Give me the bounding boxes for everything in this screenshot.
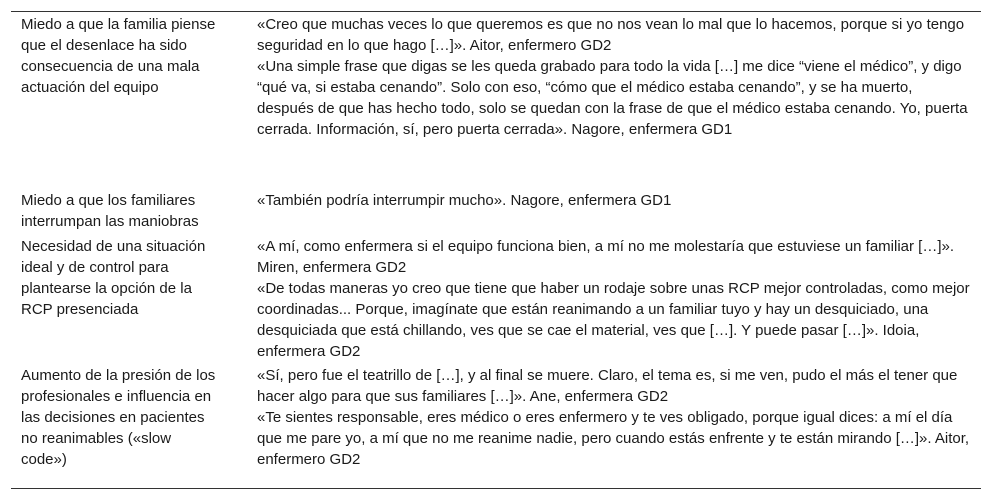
category-label: Miedo a que los familiares interrumpan las maniobras xyxy=(21,192,199,230)
category-label: Miedo a que la familia piense que el desenlace ha sido consecuencia de una mala actuación del equipo xyxy=(21,16,216,96)
quote-text: «A mí, como enfermera si el equipo funciona bien, a mí no me molestaría que estuviese un familiar […]». Miren, enfermera GD2 xyxy=(257,238,955,276)
quotes-cell xyxy=(257,365,972,470)
quote-text: «De todas maneras yo creo que tiene que haber un rodaje sobre unas RCP mejor controladas, como mejor coordinadas... Porque, imagínate que están reanimando a un familiar tuyo y hay un desquiciado, una desquiciada que está chillando, ves que se cae el material, ves que […]. Y puede pasar […]». Idoia, enfermera GD2 xyxy=(257,280,970,360)
quotes-table xyxy=(11,11,981,489)
quote-text: «Creo que muchas veces lo que queremos es que no nos vean lo mal que lo hacemos, porque si yo tengo seguridad en lo que hago […]». Aitor, enfermero GD2 xyxy=(257,16,965,54)
quotes-cell xyxy=(257,190,972,211)
category-cell xyxy=(21,190,221,232)
category-cell xyxy=(21,365,221,470)
quote-text: «También podría interrumpir mucho». Nagore, enfermera GD1 xyxy=(257,192,672,209)
table-row xyxy=(11,190,981,234)
table-row xyxy=(11,363,981,488)
quotes-cell xyxy=(257,14,972,140)
quotes-cell xyxy=(257,236,972,362)
category-label: Necesidad de una situación ideal y de control para plantearse la opción de la RCP presenciada xyxy=(21,238,206,318)
quote-text: «Una simple frase que digas se les queda grabado para todo la vida […] me dice “viene el médico”, y digo “qué va, si estaba cenando”. Solo con eso, “cómo que el médico estaba cenando”, y se ha muerto, después de que has hecho todo, solo se quedan con la frase de que el médico estaba cenando. Yo, puerta cerrada. Información, sí, pero puerta cerrada». Nagore, enfermera GD1 xyxy=(257,58,968,138)
category-cell xyxy=(21,236,221,320)
category-label: Aumento de la presión de los profesionales e influencia en las decisiones en pacientes no reanimables («slow code») xyxy=(21,367,216,468)
category-cell xyxy=(21,14,221,98)
quote-text: «Te sientes responsable, eres médico o eres enfermero y te ves obligado, porque igual dices: a mí el día que me pare yo, a mí que no me reanime nadie, pero cuando estás enfrente y te están mirando […]». Aitor, enfermero GD2 xyxy=(257,409,970,468)
quote-text: «Sí, pero fue el teatrillo de […], y al final se muere. Claro, el tema es, si me ven, pudo el más el tener que hacer algo para que sus familiares […]». Ane, enfermera GD2 xyxy=(257,367,958,405)
table-row xyxy=(11,12,981,190)
table-row xyxy=(11,234,981,363)
